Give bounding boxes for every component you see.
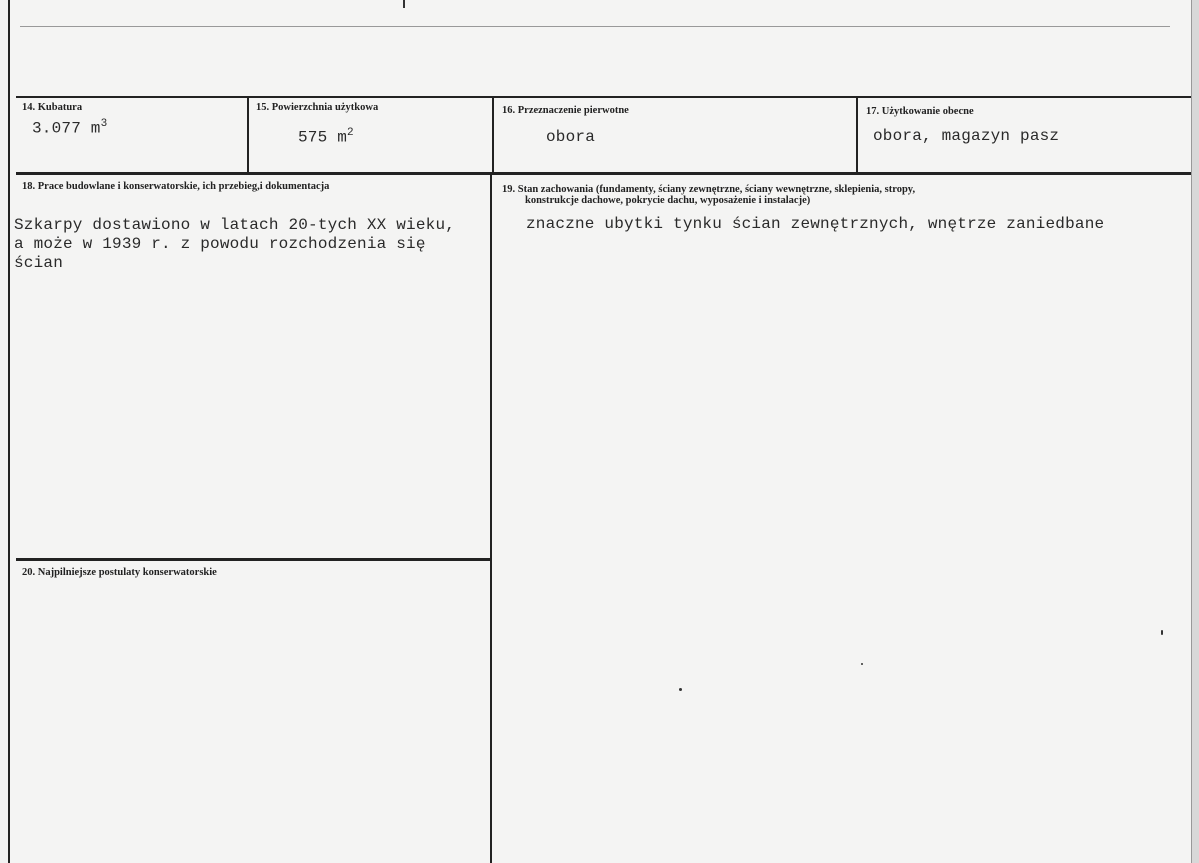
field-17-value: obora, magazyn pasz <box>873 127 1060 145</box>
divider-16-17 <box>856 96 858 172</box>
field-17-label: 17. Użytkowanie obecne <box>866 106 974 117</box>
field-20-label: 20. Najpilniejsze postulaty konserwatorskie <box>22 567 217 578</box>
divider-18-19 <box>490 174 492 863</box>
kubatura-unit-exponent: 3 <box>100 118 108 130</box>
powierzchnia-unit-exponent: 2 <box>347 127 354 139</box>
form-sheet <box>8 0 1192 863</box>
field-18-line: Szkarpy dostawiono w latach 20-tych XX wieku, <box>14 216 456 234</box>
field-15-value <box>298 127 354 146</box>
scan-speck <box>679 688 682 691</box>
field-16-value: obora <box>546 128 596 146</box>
field-14-value <box>32 118 107 137</box>
field-18-line: ścian <box>14 254 64 272</box>
page-edge <box>1191 0 1199 863</box>
scan-speck <box>403 0 405 8</box>
scan-speck <box>1161 630 1163 635</box>
field-18-text <box>14 216 455 273</box>
kubatura-value: 3.077 m <box>32 119 101 138</box>
divider-14-15 <box>247 96 249 172</box>
divider-18-20 <box>16 558 492 561</box>
row1-top-border <box>16 96 1192 98</box>
field-14-label: 14. Kubatura <box>22 102 83 113</box>
field-19-label-line2: konstrukcje dachowe, pokrycie dachu, wyposażenie i instalacje) <box>525 195 811 206</box>
field-15-label: 15. Powierzchnia użytkowa <box>256 102 379 113</box>
row1-bottom-border <box>16 172 1192 175</box>
scan-speck <box>861 663 863 665</box>
field-19-label-line1: 19. Stan zachowania (fundamenty, ściany zewnętrzne, ściany wewnętrzne, sklepienia, stropy, <box>502 184 916 195</box>
divider-15-16 <box>492 96 494 172</box>
top-rule <box>20 26 1170 27</box>
powierzchnia-value: 575 m <box>298 128 348 147</box>
field-16-label: 16. Przeznaczenie pierwotne <box>502 105 629 116</box>
field-19-value: znaczne ubytki tynku ścian zewnętrznych, wnętrze zaniedbane <box>526 215 1105 233</box>
field-18-line: a może w 1939 r. z powodu rozchodzenia się <box>14 235 426 253</box>
field-18-label: 18. Prace budowlane i konserwatorskie, ich przebieg,i dokumentacja <box>22 181 330 192</box>
